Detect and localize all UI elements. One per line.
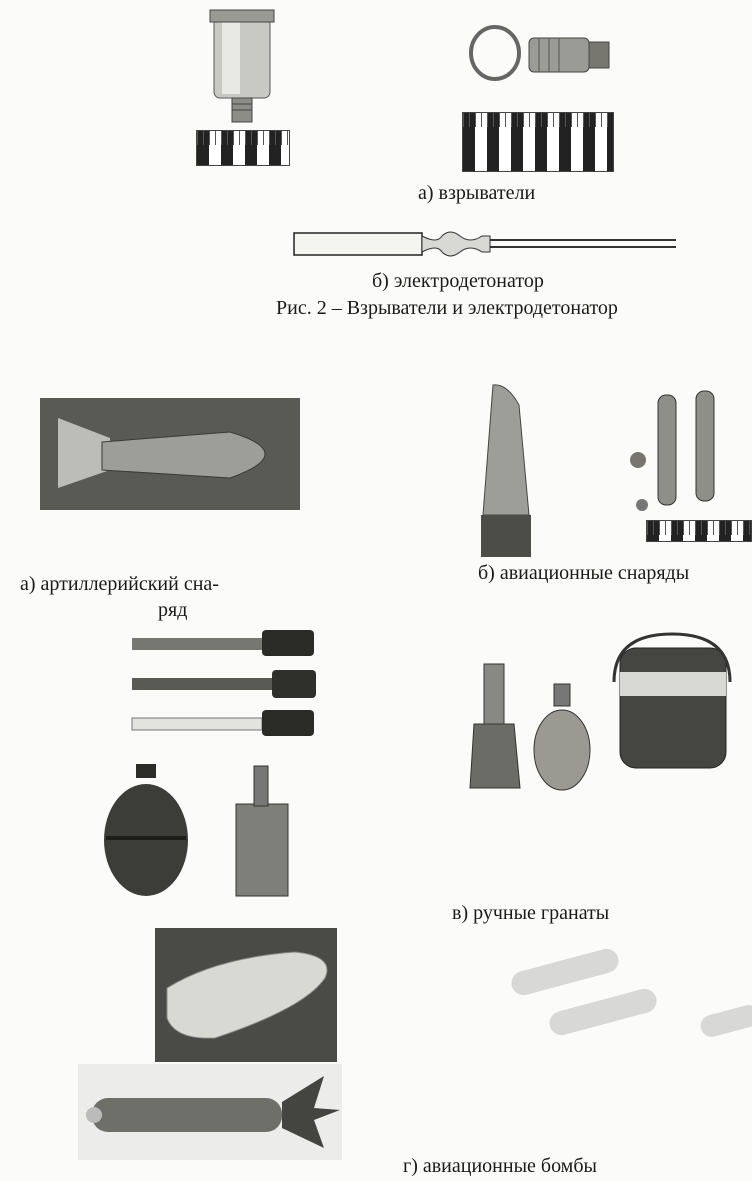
caption-electric-detonator: б) электродетонатор xyxy=(372,270,544,292)
caption-fuzes: а) взрыватели xyxy=(418,182,536,204)
aviation-shell-photo-large xyxy=(463,385,547,557)
caption-artillery-shell-line2: ряд xyxy=(158,599,188,621)
fuze-photo-1 xyxy=(192,0,292,128)
aviation-shell-ground-photo xyxy=(155,928,337,1062)
caption-artillery-shell-line1: а) артиллерийский сна- xyxy=(20,573,219,595)
scale-ruler-1 xyxy=(196,130,290,166)
caption-aviation-shells: б) авиационные снаряды xyxy=(478,562,690,584)
stick-grenades-image xyxy=(128,624,318,744)
electric-detonator-image xyxy=(292,228,678,258)
scale-ruler-2 xyxy=(462,112,614,172)
caption-aviation-bombs: г) авиационные бомбы xyxy=(403,1155,597,1177)
hand-grenades-image-1 xyxy=(470,660,595,795)
aviation-bomb-image xyxy=(78,1064,342,1160)
hand-grenade-can-image xyxy=(612,632,732,772)
scale-ruler-3 xyxy=(646,520,752,542)
fuze-photo-2 xyxy=(465,20,615,90)
artillery-shell-photo xyxy=(40,398,300,510)
caption-hand-grenades: в) ручные гранаты xyxy=(452,902,610,924)
figure-2-caption: Рис. 2 – Взрыватели и электродетонатор xyxy=(276,297,618,319)
egg-grenade-image xyxy=(100,760,300,900)
aviation-shell-photo-small xyxy=(628,385,728,535)
aviation-bombs-faded-image xyxy=(500,940,752,1060)
